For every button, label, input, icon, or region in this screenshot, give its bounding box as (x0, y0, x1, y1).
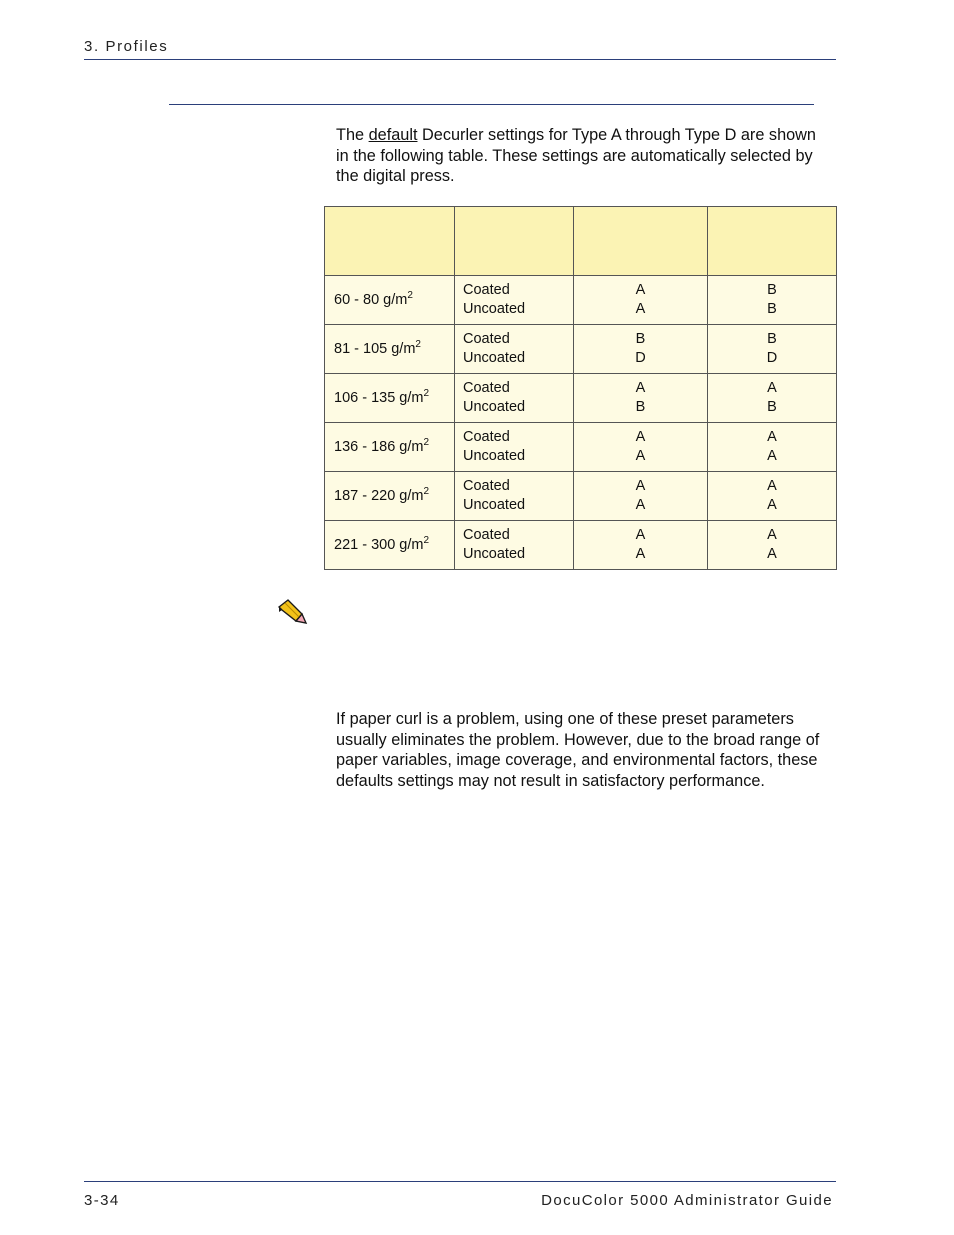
unit-superscript: 2 (407, 290, 413, 301)
unit-superscript: 2 (415, 339, 421, 350)
intro-paragraph (336, 125, 826, 187)
section-rule (169, 104, 814, 105)
paper-weight: 187 - 220 g/m (334, 488, 424, 504)
type-uncoated: Uncoated (463, 399, 526, 415)
setting-uncoated: D (766, 350, 778, 366)
setting-coated: A (767, 478, 777, 494)
unit-superscript: 2 (423, 388, 430, 399)
setting-cell-1 (574, 325, 708, 374)
unit-superscript: 2 (423, 535, 430, 546)
setting-uncoated: A (767, 497, 777, 513)
setting-cell-2 (708, 276, 837, 325)
setting-uncoated: A (635, 448, 646, 464)
paper-type-cell (455, 472, 574, 521)
paper-type-cell (455, 423, 574, 472)
paper-weight-cell (325, 374, 455, 423)
table-row (325, 325, 837, 374)
paper-weight: 106 - 135 g/m (334, 390, 424, 406)
setting-uncoated: A (635, 301, 646, 317)
table-row (325, 521, 837, 570)
paper-weight: 221 - 300 g/m (334, 537, 424, 553)
decurler-settings-table (324, 206, 837, 570)
type-uncoated: Uncoated (463, 350, 526, 366)
curl-paragraph: If paper curl is a problem, using one of these preset parameters usually eliminates the problem. However, due to the broad range of paper variables, image coverage, and environmental factors, these defaults settings may not result in satisfactory performance. (336, 710, 820, 790)
setting-coated: A (635, 380, 646, 396)
setting-uncoated: A (635, 546, 646, 562)
setting-coated: A (767, 527, 777, 543)
paper-weight: 60 - 80 g/m (334, 292, 408, 308)
note-pencil-icon (276, 597, 308, 625)
setting-coated: A (635, 478, 646, 494)
setting-coated: A (635, 527, 646, 543)
table-row (325, 276, 837, 325)
paper-type-cell (455, 374, 574, 423)
table-header-row (325, 207, 837, 276)
setting-coated: A (767, 429, 777, 445)
intro-before: The (336, 126, 369, 144)
table-row (325, 472, 837, 521)
header-cell-setting-1 (574, 207, 708, 276)
setting-cell-1 (574, 423, 708, 472)
setting-coated: A (767, 380, 777, 396)
setting-coated: B (767, 282, 777, 298)
setting-cell-1 (574, 276, 708, 325)
setting-cell-2 (708, 423, 837, 472)
paper-weight: 81 - 105 g/m (334, 341, 416, 357)
running-header: 3. Profiles (84, 38, 169, 55)
type-coated: Coated (463, 527, 510, 543)
paper-weight: 136 - 186 g/m (334, 439, 424, 455)
type-uncoated: Uncoated (463, 448, 526, 464)
setting-coated: A (635, 429, 646, 445)
paper-type-cell (455, 276, 574, 325)
table-row (325, 423, 837, 472)
setting-cell-2 (708, 472, 837, 521)
setting-uncoated: A (767, 546, 777, 562)
footer-rule (84, 1181, 836, 1182)
type-coated: Coated (463, 331, 510, 347)
intro-emphasis: default (368, 126, 418, 144)
type-coated: Coated (463, 380, 510, 396)
paper-weight-cell (325, 472, 455, 521)
type-uncoated: Uncoated (463, 497, 526, 513)
setting-uncoated: B (767, 399, 777, 415)
setting-uncoated: B (767, 301, 777, 317)
type-coated: Coated (463, 282, 510, 298)
setting-coated: B (767, 331, 777, 347)
setting-uncoated: B (635, 399, 646, 415)
intro-after: Decurler settings for Type A through Type D are shown in the following table. These settings are automatically selected by the digital press. (336, 126, 816, 185)
setting-coated: B (635, 331, 646, 347)
setting-uncoated: D (635, 350, 646, 366)
type-coated: Coated (463, 478, 510, 494)
setting-cell-2 (708, 374, 837, 423)
page-number: 3-34 (84, 1192, 120, 1209)
type-uncoated: Uncoated (463, 301, 526, 317)
paper-weight-cell (325, 276, 455, 325)
setting-cell-1 (574, 374, 708, 423)
table-row (325, 374, 837, 423)
paper-weight-cell (325, 325, 455, 374)
paper-type-cell (455, 325, 574, 374)
setting-cell-2 (708, 521, 837, 570)
paper-weight-cell (325, 521, 455, 570)
paper-weight-cell (325, 423, 455, 472)
header-cell-setting-2 (708, 207, 837, 276)
unit-superscript: 2 (423, 437, 430, 448)
setting-coated: A (635, 282, 646, 298)
setting-uncoated: A (635, 497, 646, 513)
type-uncoated: Uncoated (463, 546, 526, 562)
setting-uncoated: A (767, 448, 777, 464)
setting-cell-1 (574, 472, 708, 521)
guide-title: DocuColor 5000 Administrator Guide (541, 1192, 833, 1209)
paper-type-cell (455, 521, 574, 570)
unit-superscript: 2 (423, 486, 430, 497)
header-rule (84, 59, 836, 60)
type-coated: Coated (463, 429, 510, 445)
header-cell-weight (325, 207, 455, 276)
setting-cell-2 (708, 325, 837, 374)
setting-cell-1 (574, 521, 708, 570)
header-cell-type (455, 207, 574, 276)
